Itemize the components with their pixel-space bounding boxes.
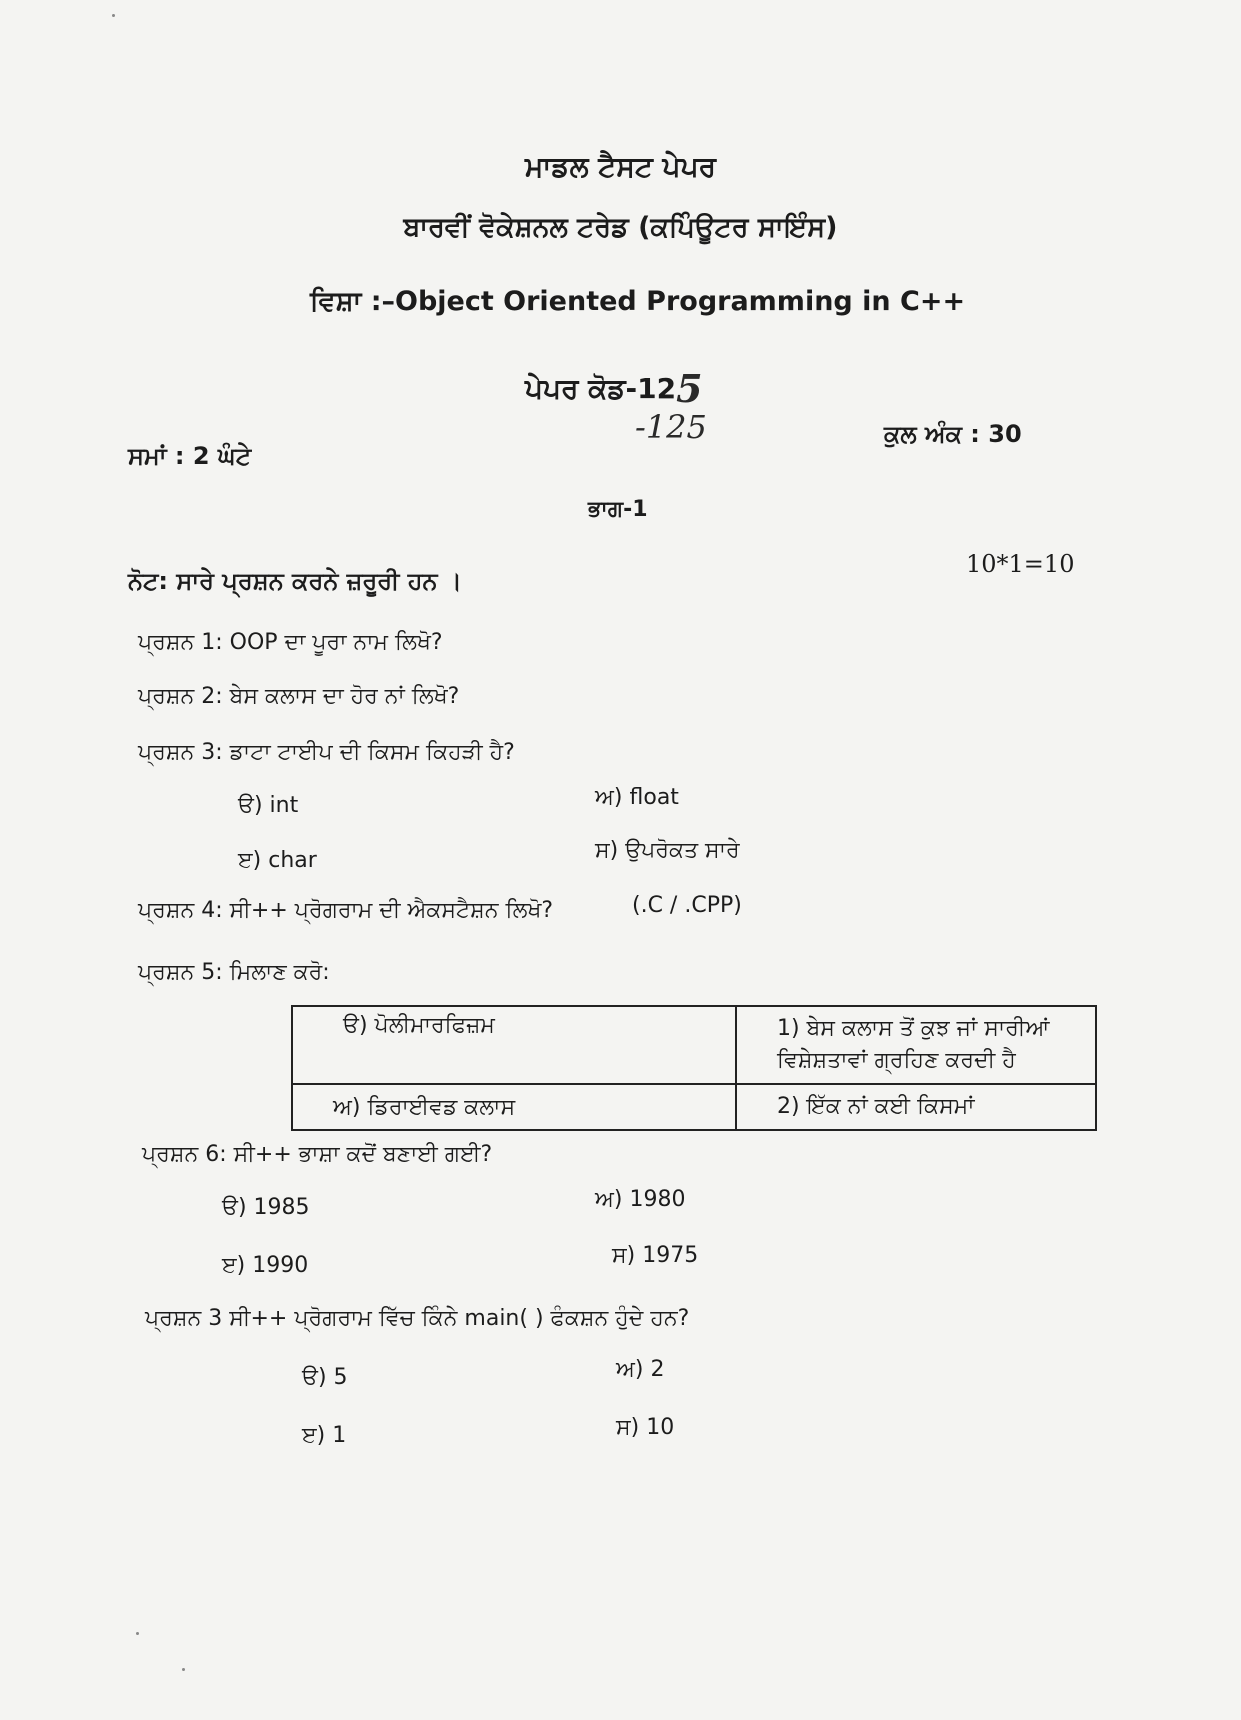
q7-option-d: ਸ) 10 bbox=[616, 1415, 675, 1440]
match-left-1: ੳ) ਪੋਲੀਮਾਰਫਿਜ਼ਮ bbox=[292, 1006, 736, 1084]
paper-code-handwritten: -125 bbox=[635, 408, 707, 446]
question-7: ਪ੍ਰਸ਼ਨ 3 ਸੀ++ ਪ੍ਰੋਗਰਾਮ ਵਿੱਚ ਕਿੰਨੇ main( ) ਫੰਕਸ਼ਨ ਹੁੰਦੇ ਹਨ? bbox=[145, 1306, 690, 1331]
q6-option-c: ੲ) 1990 bbox=[222, 1253, 309, 1278]
q6-option-a: ੳ) 1985 bbox=[222, 1195, 310, 1220]
part-heading: ਭਾਗ-1 bbox=[588, 497, 648, 522]
question-2: ਪ੍ਰਸ਼ਨ 2: ਬੇਸ ਕਲਾਸ ਦਾ ਹੋਰ ਨਾਂ ਲਿਖੋ? bbox=[138, 684, 460, 709]
scan-speck bbox=[112, 14, 115, 17]
paper-code-label: ਪੇਪਰ ਕੋਡ-12 bbox=[525, 372, 677, 405]
paper-code-hand-digit: 5 bbox=[676, 366, 703, 411]
total-marks: ਕੁਲ ਅੰਕ : 30 bbox=[884, 420, 1022, 448]
match-right-1: 1) ਬੇਸ ਕਲਾਸ ਤੋਂ ਕੁਝ ਜਾਂ ਸਾਰੀਆਂ ਵਿਸ਼ੇਸ਼ਤਾਵਾਂ ਗ੍ਰਹਿਣ ਕਰਦੀ ਹੈ bbox=[736, 1006, 1096, 1084]
note-marks: 10*1=10 bbox=[966, 550, 1075, 578]
paper-code bbox=[525, 362, 703, 411]
subject-label: ਵਿਸ਼ਾ :– bbox=[310, 286, 395, 317]
note-text: ਨੋਟ: ਸਾਰੇ ਪ੍ਰਸ਼ਨ ਕਰਨੇ ਜ਼ਰੂਰੀ ਹਨ । bbox=[128, 567, 462, 595]
time-allowed: ਸਮਾਂ : 2 ਘੰਟੇ bbox=[128, 442, 252, 470]
q7-option-a: ੳ) 5 bbox=[302, 1365, 348, 1390]
match-right-2: 2) ਇੱਕ ਨਾਂ ਕਈ ਕਿਸਮਾਂ bbox=[736, 1084, 1096, 1130]
scan-speck bbox=[136, 1632, 139, 1635]
q6-option-b: ਅ) 1980 bbox=[595, 1187, 686, 1212]
question-6: ਪ੍ਰਸ਼ਨ 6: ਸੀ++ ਭਾਸ਼ਾ ਕਦੋਂ ਬਣਾਈ ਗਈ? bbox=[142, 1142, 493, 1167]
question-5: ਪ੍ਰਸ਼ਨ 5: ਮਿਲਾਣ ਕਰੋ: bbox=[138, 960, 330, 985]
match-table bbox=[291, 1005, 1097, 1131]
match-row bbox=[292, 1084, 1096, 1130]
q3-option-a: ੳ) int bbox=[238, 793, 299, 818]
question-3: ਪ੍ਰਸ਼ਨ 3: ਡਾਟਾ ਟਾਈਪ ਦੀ ਕਿਸਮ ਕਿਹੜੀ ਹੈ? bbox=[138, 740, 515, 765]
subject-name: Object Oriented Programming in C++ bbox=[395, 286, 966, 317]
q7-option-c: ੲ) 1 bbox=[302, 1423, 347, 1448]
q3-option-c: ੲ) char bbox=[238, 848, 317, 873]
paper-title: ਮਾਡਲ ਟੈਸਟ ਪੇਪਰ bbox=[524, 150, 717, 183]
match-row bbox=[292, 1006, 1096, 1084]
match-left-2: ਅ) ਡਿਰਾਈਵਡ ਕਲਾਸ bbox=[292, 1084, 736, 1130]
subject-line bbox=[310, 286, 965, 318]
q3-option-b: ਅ) float bbox=[595, 785, 679, 810]
q6-option-d: ਸ) 1975 bbox=[612, 1243, 699, 1268]
q7-option-b: ਅ) 2 bbox=[616, 1357, 665, 1382]
question-1: ਪ੍ਰਸ਼ਨ 1: OOP ਦਾ ਪੂਰਾ ਨਾਮ ਲਿਖੋ? bbox=[138, 630, 443, 655]
q3-option-d: ਸ) ਉਪਰੋਕਤ ਸਾਰੇ bbox=[595, 838, 740, 863]
question-4: ਪ੍ਰਸ਼ਨ 4: ਸੀ++ ਪ੍ਰੋਗਰਾਮ ਦੀ ਐਕਸਟੈਸ਼ਨ ਲਿਖੋ? bbox=[138, 898, 554, 923]
class-trade: ਬਾਰਵੀਂ ਵੋਕੇਸ਼ਨਲ ਟਰੇਡ (ਕਪਿੰਊਟਰ ਸਾਇੰਸ) bbox=[403, 212, 838, 243]
scan-speck bbox=[182, 1668, 185, 1671]
q4-answer-hint: (.C / .CPP) bbox=[632, 893, 742, 918]
